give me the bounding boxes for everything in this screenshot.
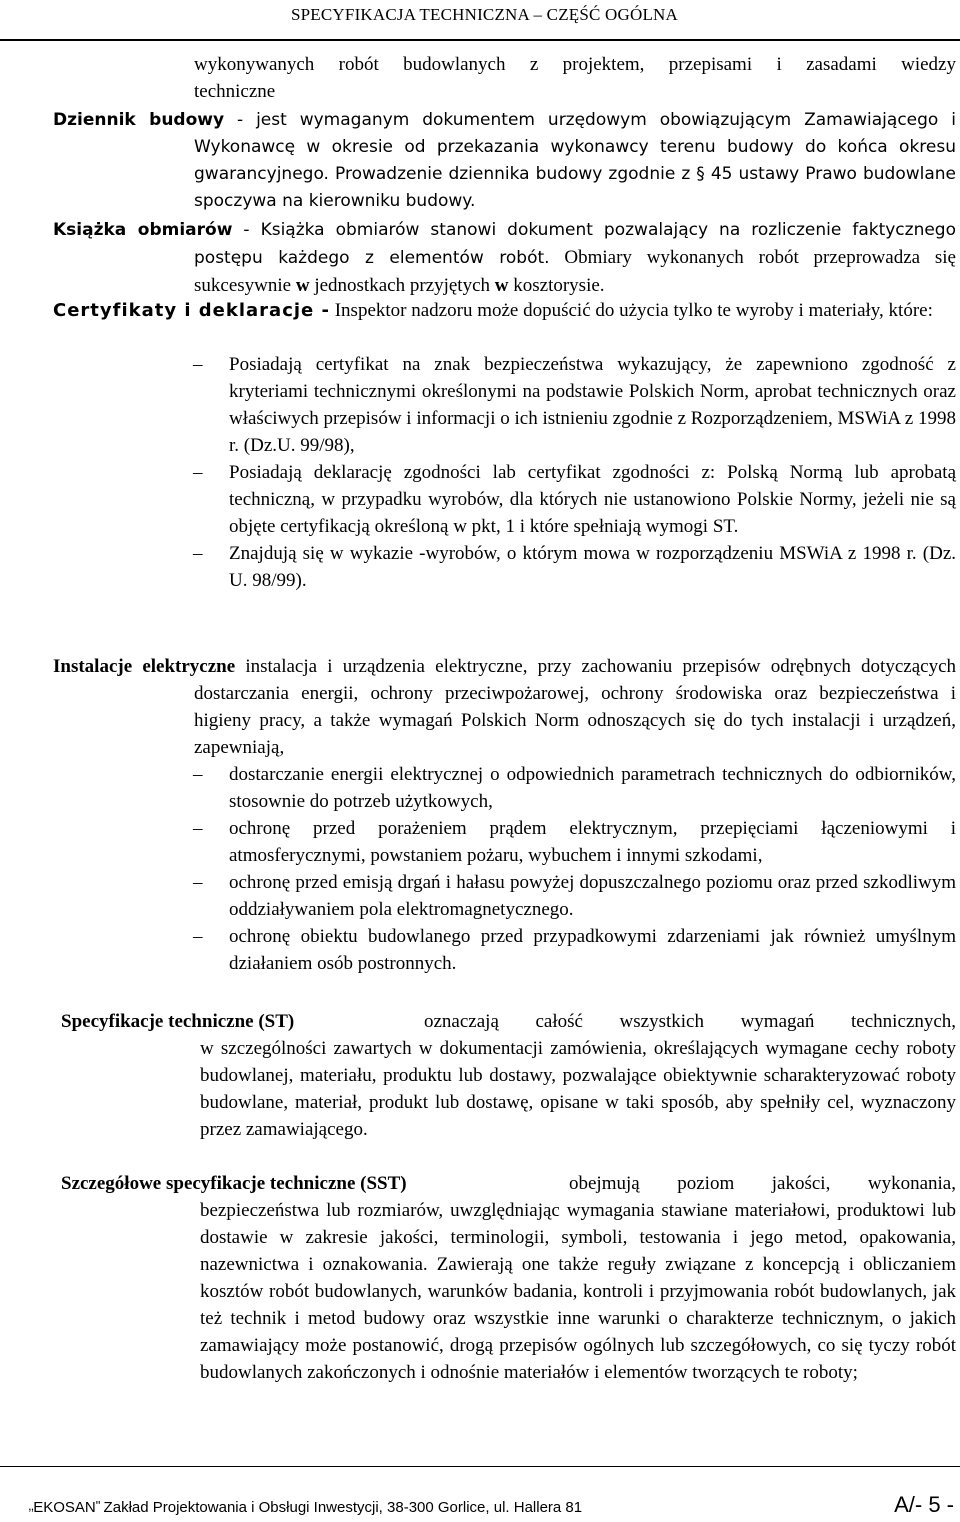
footer-address: Zakład Projektowania i Obsługi Inwestycji, 38-300 Gorlice, ul. Hallera 81 (99, 1499, 583, 1516)
certyfikaty-item: – Znajdują się w wykazie -wyrobów, o którym mowa w rozporządzeniu MSWiA z 1998 r. (Dz. U. 98/99). (193, 543, 956, 591)
page-number: A/- 5 - (894, 1492, 954, 1517)
st-term: Specyfikacje techniczne (ST) (61, 1011, 295, 1032)
st-first-line: oznaczają całość wszystkich wymagań technicznych, (424, 1011, 956, 1032)
instalacje-item-text: dostarczanie energii elektrycznej o odpowiednich parametrach technicznych do odbiorników, stosownie do potrzeb użytkowych, (229, 764, 956, 812)
certyfikaty-item-text: Znajdują się w wykazie -wyrobów, o którym mowa w rozporządzeniu MSWiA z 1998 r. (Dz. U. 98/99). (229, 543, 956, 591)
instalacje-item: – ochronę obiektu budowlanego przed przypadkowymi zdarzeniami jak również umyślnym działaniem osób postronnych. (193, 926, 956, 974)
header-title: SPECYFIKACJA TECHNICZNA – CZĘŚĆ OGÓLNA (291, 5, 678, 24)
dziennik-text: - jest wymaganym dokumentem urzędowym obowiązującym Zamawiającego i Wykonawcę w okresie od przekazania wykonawcy terenu budowy do końca okresu gwarancyjnego. Prowadzenie dziennika budowy zgodnie z § 45 ustawy Prawo budowlane spoczywa na kierowniku budowy. (194, 110, 956, 211)
sst-paragraph (61, 1170, 956, 1386)
certyfikaty-list (193, 351, 956, 594)
st-text: w szczególności zawartych w dokumentacji zamówienia, określających wymagane cechy roboty budowlanej, materiału, produktu lub dostawy, pozwalające obiektywnie scharakteryzować roboty budowlane, materiał, produkt lub dostawę, opisane w taki sposób, aby spełniły cel, wyznaczony przez zamawiającego. (200, 1038, 956, 1140)
continuation-paragraph (194, 51, 956, 105)
certyfikaty-term: Certyfikaty i deklaracje - (53, 300, 330, 321)
footer-quote-open: ,, (28, 1498, 34, 1513)
ksiazka-w1: w (295, 275, 310, 296)
footer-quote-close: " (95, 1498, 100, 1513)
sst-text: bezpieczeństwa lub rozmiarów, uwzględniając wymagania stawiane materiałowi, produktowi lub dostawie w zakresie jakości, terminologii, symboli, testowania i jego metod, opakowania, nazewnictwa i oznakowania. Zawierają one także reguły związane z koncepcją i obliczaniem kosztów robót budowlanych, warunków badania, kontroli i przyjmowania robót budowlanych, jak też technik i metod budowy oraz wszystkie inne warunki o charakterze technicznym, o jakich zamawiający może postanowić, drogą przepisów ogólnych lub szczegółowych, co się tyczy robót budowlanych zakończonych i odnośnie materiałów i elementów tworzących te roboty; (200, 1200, 956, 1383)
sst-term: Szczegółowe specyfikacje techniczne (SST) (61, 1173, 407, 1194)
header-rule (0, 39, 960, 41)
footer-rule (0, 1466, 960, 1467)
ksiazka-text3: jednostkach przyjętych (309, 275, 495, 296)
instalacje-term: Instalacje elektryczne (53, 656, 236, 677)
dziennik-paragraph (53, 107, 956, 215)
certyfikaty-item-text: Posiadają certyfikat na znak bezpieczeństwa wykazujący, że zapewniono zgodność z kryteriami technicznymi określonymi na podstawie Polskich Norm, aprobat technicznych oraz właściwych przepisów i informacji o ich istnieniu zgodnie z Rozporządzeniem, MSWiA z 1998 r. (Dz.U. 99/98), (229, 354, 956, 456)
certyfikaty-text: Inspektor nadzoru może dopuścić do użycia tylko te wyroby i materiały, które: (329, 300, 933, 321)
footer-company (28, 1498, 582, 1516)
ksiazka-text4: kosztorysie. (508, 275, 605, 296)
certyfikaty-item: – Posiadają deklarację zgodności lab certyfikat zgodności z: Polską Normą lub aprobatą techniczną, w przypadku wyrobów, dla których nie ustanowiono Polskie Normy, jeżeli nie są objęte certyfikacją określoną w pkt, 1 i które spełniają wymogi ST. (193, 462, 956, 537)
instalacje-paragraph (53, 653, 956, 761)
instalacje-list (193, 761, 956, 977)
continuation-line-2: techniczne (194, 81, 276, 102)
ksiazka-text2: Obmiary wykonanych robót przeprowadza się sukcesywnie (194, 247, 956, 296)
ksiazka-term: Książka obmiarów (53, 220, 233, 240)
instalacje-text: instalacja i urządzenia elektryczne, przy zachowaniu przepisów odrębnych dotyczących dostarczania energii, ochrony przeciwpożarowej, ochrony środowiska oraz bezpieczeństwa i higieny pracy, a także wymagań Polskich Norm odnoszących się do tych instalacji i urządzeń, zapewniają, (194, 656, 957, 758)
instalacje-item: – ochronę przed emisją drgań i hałasu powyżej dopuszczalnego poziomu oraz przed szkodliwym oddziaływaniem pola elektromagnetycznego. (193, 872, 956, 920)
certyfikaty-paragraph (53, 297, 956, 324)
certyfikaty-item: – Posiadają certyfikat na znak bezpieczeństwa wykazujący, że zapewniono zgodność z kryteriami technicznymi określonymi na podstawie Polskich Norm, aprobat technicznych oraz właściwych przepisów i informacji o ich istnieniu zgodnie z Rozporządzeniem, MSWiA z 1998 r. (Dz.U. 99/98), (193, 354, 956, 456)
st-paragraph (61, 1008, 956, 1143)
sst-first-line: obejmują poziom jakości, wykonania, (569, 1173, 956, 1194)
ksiazka-paragraph (53, 216, 956, 299)
continuation-line-1: wykonywanych robót budowlanych z projektem, przepisami i zasadami wiedzy (194, 54, 956, 75)
page-header (0, 0, 960, 30)
certyfikaty-item-text: Posiadają deklarację zgodności lab certyfikat zgodności z: Polską Normą lub aprobatą techniczną, w przypadku wyrobów, dla których nie ustanowiono Polskie Normy, jeżeli nie są objęte certyfikacją określoną w pkt, 1 i które spełniają wymogi ST. (229, 462, 956, 537)
instalacje-item-text: ochronę przed porażeniem prądem elektrycznym, przepięciami łączeniowymi i atmosferycznymi, powstaniem pożaru, wybuchem i innymi szkodami, (229, 818, 956, 866)
instalacje-item: – ochronę przed porażeniem prądem elektrycznym, przepięciami łączeniowymi i atmosferycznymi, powstaniem pożaru, wybuchem i innymi szkodami, (193, 818, 956, 866)
dziennik-term: Dziennik budowy (53, 110, 225, 130)
instalacje-item-text: ochronę obiektu budowlanego przed przypadkowymi zdarzeniami jak również umyślnym działaniem osób postronnych. (229, 926, 956, 974)
instalacje-item: – dostarczanie energii elektrycznej o odpowiednich parametrach technicznych do odbiorników, stosownie do potrzeb użytkowych, (193, 764, 956, 812)
footer-company-name: EKOSAN (33, 1499, 96, 1516)
ksiazka-w2: w (494, 275, 509, 296)
ksiazka-text1: - Książka obmiarów stanowi dokument pozwalający na rozliczenie faktycznego postępu każdego z elementów robót. (194, 220, 956, 268)
instalacje-item-text: ochronę przed emisją drgań i hałasu powyżej dopuszczalnego poziomu oraz przed szkodliwym oddziaływaniem pola elektromagnetycznego. (229, 872, 956, 920)
